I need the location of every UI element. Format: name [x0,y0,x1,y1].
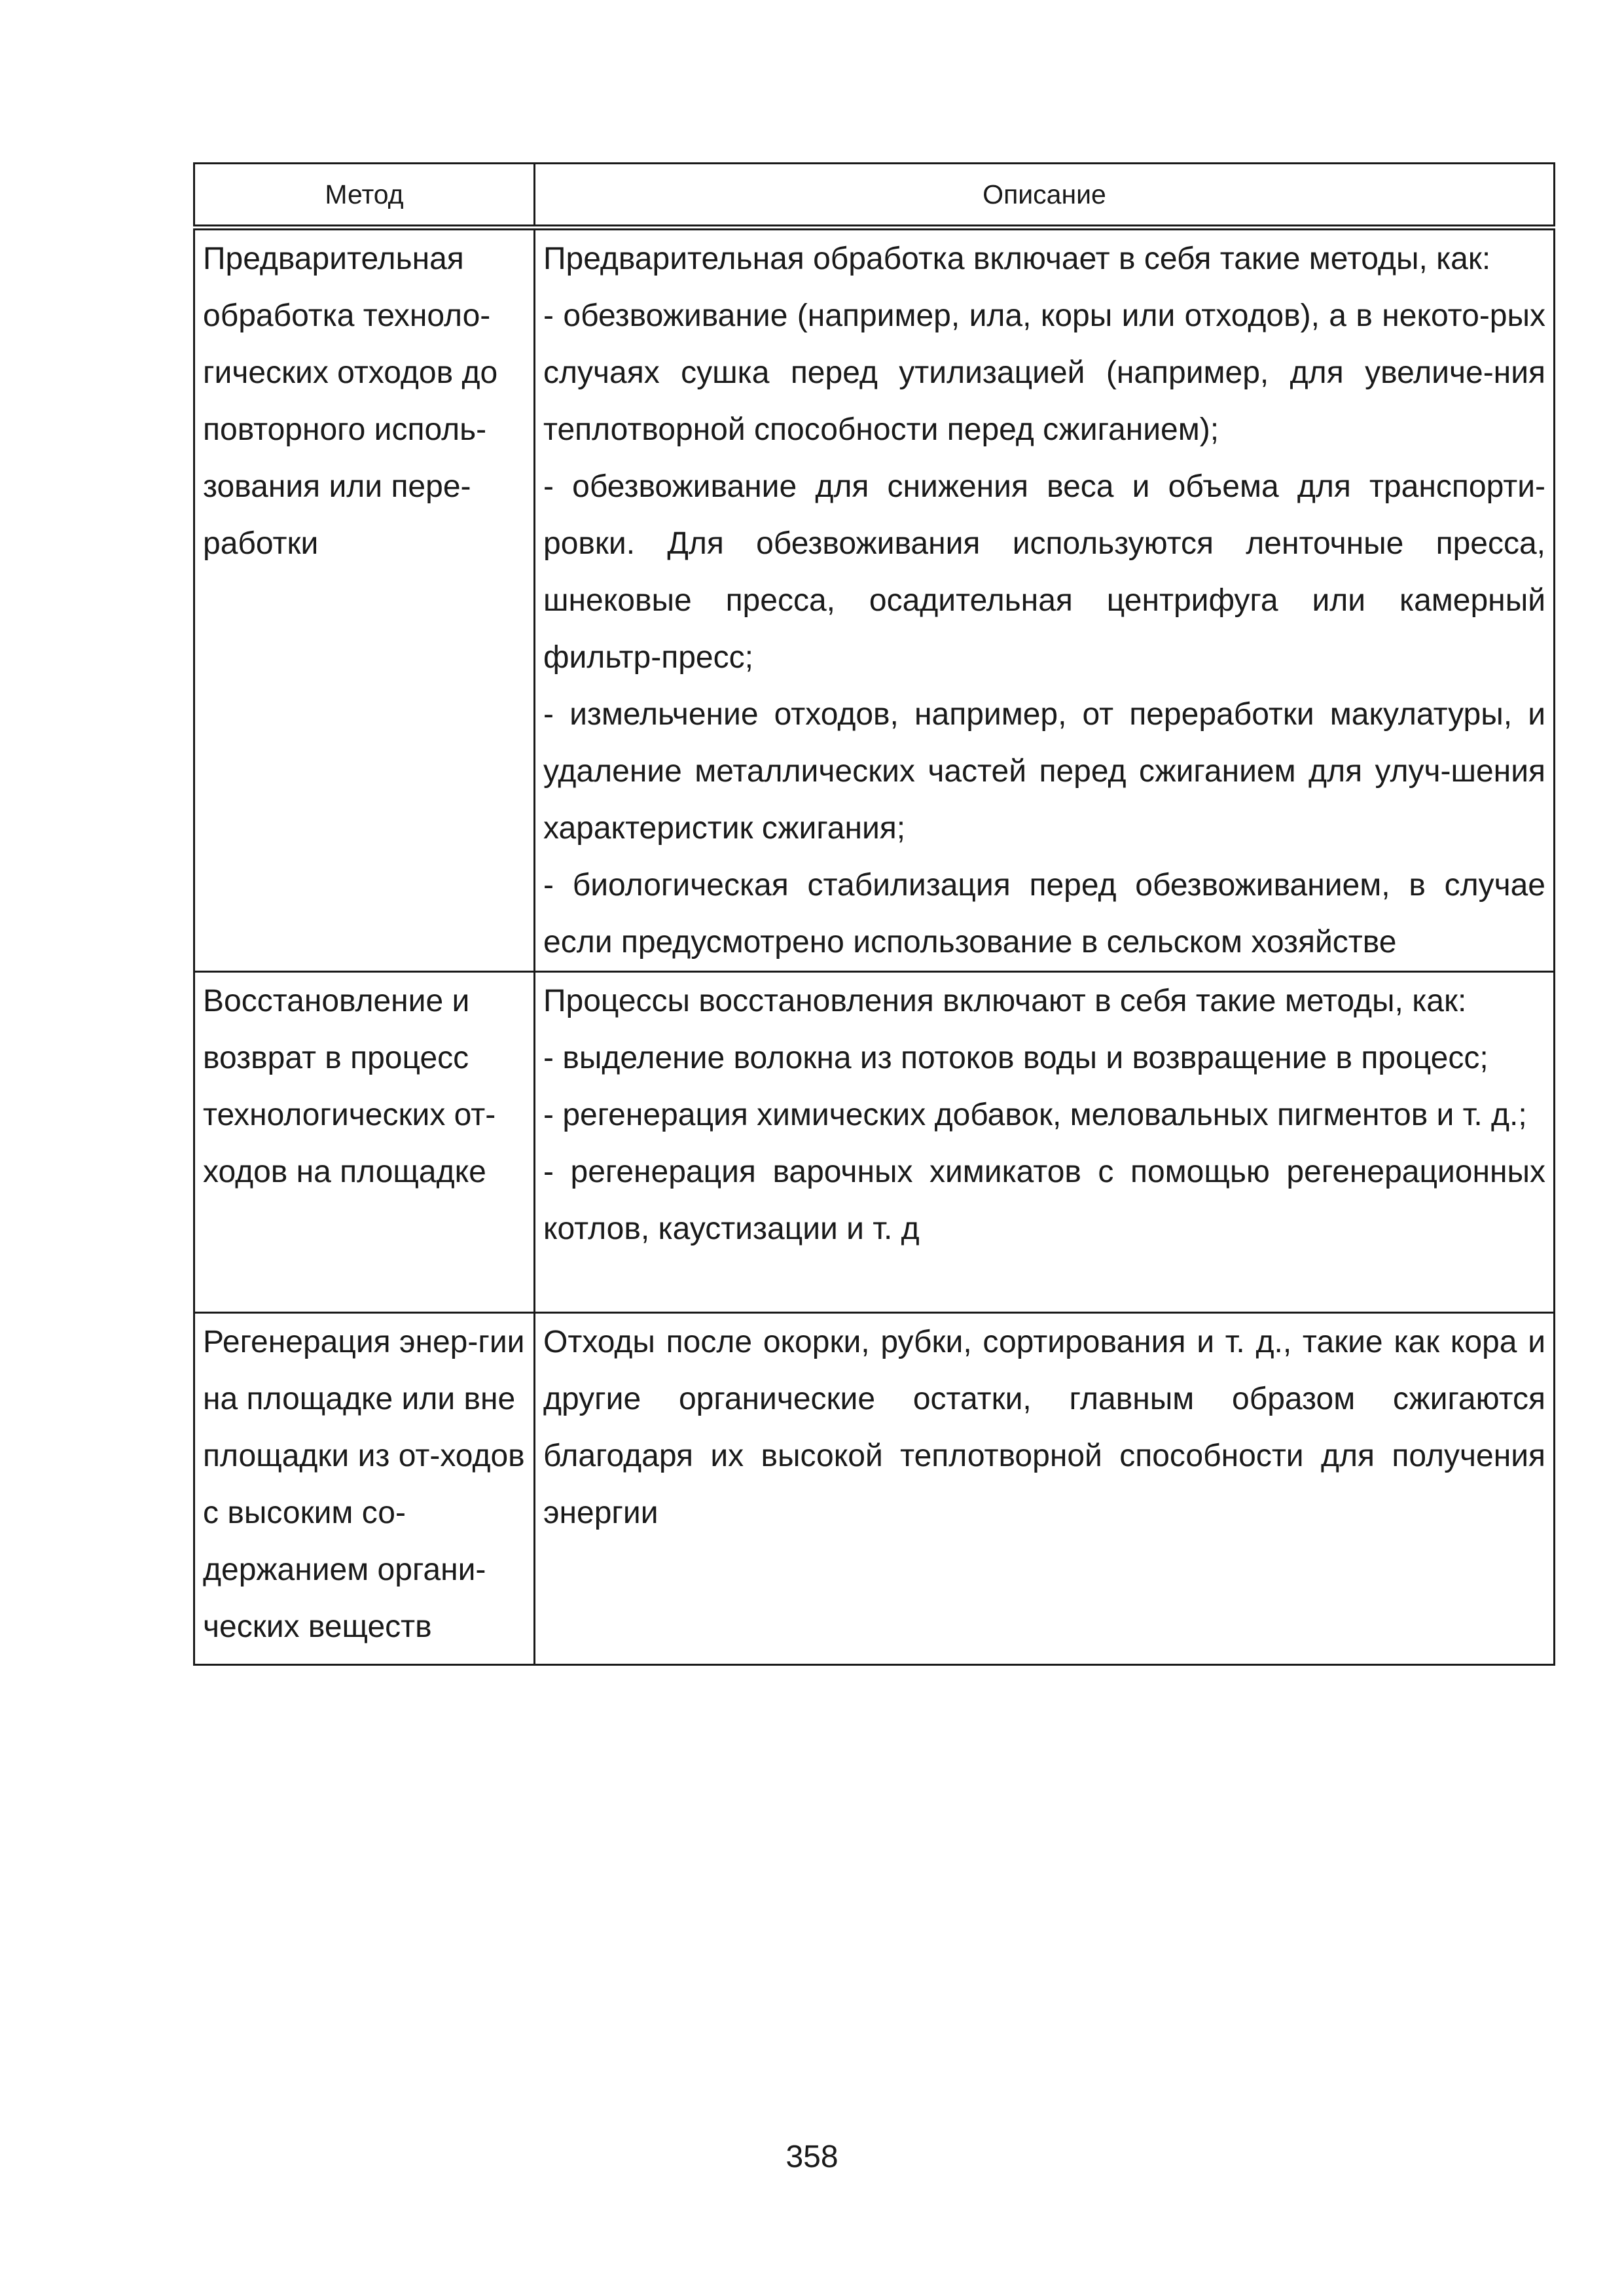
table-row [194,228,1555,972]
method-text: Предварительная обработка техноло-гических отходов до повторного исполь-зования или пере-работки [203,242,498,561]
table-row [194,972,1555,1313]
header-method: Метод [194,164,535,228]
method-cell [194,1313,535,1665]
description-paragraph: Процессы восстановления включают в себя такие методы, как: [543,984,1467,1018]
description-paragraph: - выделение волокна из потоков воды и возвращение в процесс; [543,1041,1489,1075]
description-paragraph: Предварительная обработка включает в себя такие методы, как: [543,242,1491,276]
description-cell [535,228,1555,972]
description-paragraph: Отходы после окорки, рубки, сортирования и т. д., такие как кора и другие органические остатки, главным образом сжигаются благодаря их высокой теплотворной способности для получения энергии [543,1325,1545,1530]
table-row [194,1313,1555,1665]
description-paragraph: - обезвоживание для снижения веса и объема для транспорти-ровки. Для обезвоживания используются ленточные пресса, шнековые пресса, осадительная центрифуга или камерный фильтр-пресс; [543,469,1545,675]
method-text: Восстановление и возврат в процесс технологических от-ходов на площадке [203,984,496,1189]
description-cell [535,972,1555,1313]
description-paragraph: - измельчение отходов, например, от переработки макулатуры, и удаление металлических частей перед сжиганием для улуч-шения характеристик сжигания; [543,697,1545,846]
page-number: 358 [785,2140,839,2174]
header-description: Описание [535,164,1555,228]
method-cell [194,972,535,1313]
table-header-row [194,164,1555,228]
description-paragraph: - регенерация химических добавок, меловальных пигментов и т. д.; [543,1098,1527,1132]
methods-table [193,162,1555,1666]
description-paragraph: - биологическая стабилизация перед обезвоживанием, в случае если предусмотрено использование в сельском хозяйстве [543,868,1545,960]
method-cell [194,228,535,972]
description-paragraph: - регенерация варочных химикатов с помощью регенерационных котлов, каустизации и т. д [543,1155,1545,1246]
method-text: Регенерация энер-гии на площадке или вне площадки из от-ходов с высоким со-держанием органи-ческих веществ [203,1325,525,1644]
description-cell [535,1313,1555,1665]
description-paragraph: - обезвоживание (например, ила, коры или отходов), а в некото-рых случаях сушка перед утилизацией (например, для увеличе-ния теплотворной способности перед сжиганием); [543,298,1545,447]
